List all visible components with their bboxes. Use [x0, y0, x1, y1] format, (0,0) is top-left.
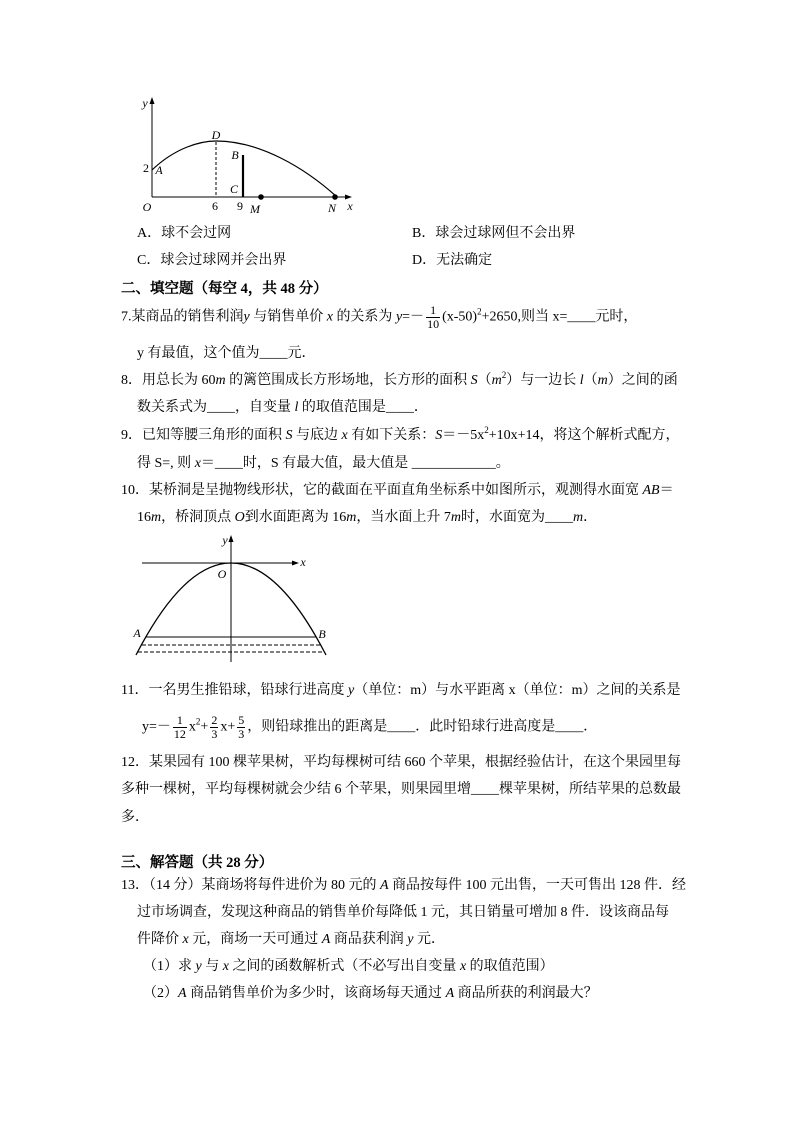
text-run: 有如下关系：	[347, 428, 436, 443]
text-run: （1）求	[143, 959, 196, 974]
math-variable: m	[491, 373, 502, 388]
text-run: 数关系式为____，自变量	[137, 400, 295, 415]
math-variable: x	[194, 456, 201, 471]
figure-ball-trajectory	[125, 92, 365, 218]
superscript: 2	[484, 425, 489, 435]
point-d-label: D	[211, 128, 221, 142]
q8-line-1	[121, 371, 678, 391]
text-run: 时，水面宽为____	[461, 510, 573, 525]
text-run: 13．（14 分）某商场将每件进价为 80 元的	[121, 878, 380, 893]
text-run: ．	[583, 510, 598, 525]
math-variable: m	[346, 510, 357, 525]
point-n-dot	[332, 194, 338, 200]
math-variable: y	[347, 683, 355, 698]
text-run: =－	[402, 309, 425, 325]
text-run: 的关系为	[332, 309, 396, 325]
q10-line-2	[137, 508, 597, 528]
option-d: D．无法确定	[412, 253, 493, 268]
point-n-label: N	[327, 201, 337, 215]
q13-line-2	[137, 903, 669, 923]
text-run: 元，商场一天可通过	[188, 932, 322, 947]
fraction-denominator: 3	[211, 727, 218, 741]
text-run: ＝	[659, 483, 674, 498]
q11-line-1	[121, 681, 680, 701]
text-run: ＝____时，S 有最大值，最大值是 ____________。	[200, 456, 510, 471]
text-run: 11．一名男生推铅球，铅球行进高度	[121, 683, 348, 698]
option-b: B．球会过球网但不会出界	[412, 226, 576, 241]
text-run: 的取值范围是____．	[298, 400, 428, 415]
text-run: x	[188, 719, 196, 735]
math-variable: m	[151, 510, 162, 525]
fraction-denominator: 3	[238, 727, 245, 741]
text-run: 多．	[121, 810, 149, 825]
math-variable: m	[450, 510, 461, 525]
text-run: +10x+14，将这个解析式配方，	[488, 428, 680, 443]
point-c-label: C	[229, 182, 239, 196]
text-run: y=－	[142, 719, 171, 735]
x-axis-arrow	[292, 561, 299, 566]
fraction-numerator: 5	[238, 713, 245, 727]
y-axis-label: y	[142, 96, 148, 110]
fraction-numerator: 1	[173, 714, 187, 728]
text-run: ）之间的函	[607, 373, 678, 388]
q10-line-1	[121, 481, 674, 501]
x-axis-label: x	[347, 199, 353, 213]
q12-line-2	[121, 780, 681, 800]
text-run: 与销售单价	[249, 309, 327, 325]
q8-line-2	[137, 398, 428, 418]
point-a-label: A	[133, 626, 141, 640]
tick-2-label: 2	[143, 161, 149, 175]
text-run: 的取值范围）	[466, 959, 554, 974]
q12-line-3	[121, 808, 149, 828]
text-run: 与	[201, 959, 223, 974]
point-b-label: B	[318, 627, 326, 641]
text-run: （	[477, 373, 492, 388]
y-axis-arrow	[150, 97, 155, 104]
text-run: ，则铅球推出的距离是____．此时铅球行进高度是____．	[247, 719, 598, 735]
math-variable: y	[195, 959, 202, 974]
math-variable: x	[222, 959, 229, 974]
point-b-label: B	[231, 148, 239, 162]
fraction	[173, 714, 187, 741]
text-run: 到水面距离为 16	[244, 510, 347, 525]
text-run: 16	[137, 510, 151, 525]
text-run: 得 S=, 则	[137, 456, 195, 471]
q13-line-1	[121, 876, 686, 896]
math-variable: x	[182, 932, 189, 947]
q12-line-1	[121, 753, 681, 773]
point-m-dot	[258, 194, 264, 200]
point-m-label: M	[250, 202, 260, 216]
text-run: （单位：m）与水平距离 x（单位：m）之间的关系是	[354, 683, 681, 698]
text-run: 9．已知等腰三角形的面积	[121, 428, 286, 443]
text-run: （2）	[143, 986, 178, 1001]
math-variable: O	[234, 510, 245, 525]
fraction	[210, 714, 218, 741]
math-variable: A	[380, 878, 389, 893]
fraction-numerator: 1	[426, 304, 440, 318]
figure-bridge-parabola	[130, 530, 330, 665]
q7-line-1	[121, 304, 637, 331]
fraction	[237, 714, 245, 741]
math-variable: x	[459, 959, 467, 974]
text-run: 的篱笆围成长方形场地，长方形的面积	[225, 373, 471, 388]
text-run: 8．用总长为 60	[121, 373, 216, 388]
q13-line-3	[137, 930, 445, 950]
text-run: 元．	[413, 932, 445, 947]
text-run: 商品所获的利润最大？	[454, 986, 598, 1001]
math-variable: S	[285, 428, 293, 443]
origin-label: O	[142, 200, 152, 214]
math-variable: x	[341, 428, 348, 443]
q11-line-2	[142, 714, 597, 741]
math-variable: m	[215, 373, 226, 388]
fraction-denominator: 12	[173, 727, 186, 741]
text-run: 与底边	[292, 428, 342, 443]
math-variable: x	[326, 309, 333, 325]
text-run: 商品销售单价为多少时，该商场每天通过	[186, 986, 446, 1001]
fraction-numerator: 2	[211, 713, 218, 727]
point-a-label: A	[155, 163, 163, 177]
text-run: x+	[220, 719, 236, 735]
text-run: +2650,则当 x=____元时，	[481, 309, 638, 325]
fraction-denominator: 10	[427, 317, 440, 331]
math-variable: m	[573, 510, 584, 525]
superscript: 2	[477, 306, 482, 317]
y-axis-arrow	[229, 535, 234, 542]
section-title-fill-in: 二、填空题（每空 4，共 48 分）	[121, 281, 328, 297]
math-variable: A	[178, 986, 187, 1001]
tick-6-label: 6	[212, 199, 218, 213]
text-run: ）与一边长	[506, 373, 580, 388]
math-variable: A	[321, 932, 331, 947]
text-run: （	[583, 373, 598, 388]
text-run: 10．某桥洞是呈抛物线形状，它的截面在平面直角坐标系中如图所示，观测得水面宽	[121, 483, 643, 498]
option-a: A．球不会过网	[137, 226, 232, 241]
origin-label: O	[217, 567, 227, 581]
math-variable: l	[579, 373, 584, 388]
math-variable: l	[294, 400, 299, 415]
text-run: 多种一棵树，平均每棵树就会少结 6 个苹果，则果园里增____棵苹果树，所结苹果的总数最	[121, 782, 681, 797]
math-variable: AB	[642, 483, 660, 498]
q13-subquestion-2	[143, 984, 598, 1004]
superscript: 2	[195, 716, 201, 727]
text-run: 之间的函数解析式（不必写出自变量	[228, 959, 460, 974]
tick-9-label: 9	[237, 199, 243, 213]
text-run: 件降价	[137, 932, 183, 947]
q9-line-1	[121, 426, 680, 446]
trajectory-curve	[152, 141, 337, 197]
math-variable: S	[435, 428, 443, 443]
text-run: ＝－5x	[442, 428, 485, 443]
math-variable: y	[395, 309, 403, 325]
fraction	[426, 304, 440, 331]
q9-line-2	[137, 454, 510, 474]
q13-subquestion-1	[143, 957, 554, 977]
x-axis-label: x	[300, 555, 306, 569]
text-run: y 有最值，这个值为____元．	[137, 346, 316, 361]
text-run: ，桥洞顶点	[161, 510, 235, 525]
superscript: 2	[501, 370, 507, 380]
math-variable: S	[470, 373, 478, 388]
text-run: 商品获利润	[330, 932, 408, 947]
math-variable: y	[407, 932, 414, 947]
option-c: C．球会过球网并会出界	[137, 253, 287, 268]
text-run: +	[200, 719, 209, 735]
q7-line-2	[137, 344, 316, 364]
text-run: 商品按每件 100 元出售，一天可售出 128 件．经	[388, 878, 687, 893]
text-run: 12．某果园有 100 棵苹果树，平均每棵树可结 660 个苹果，根据经验估计，在这个果园里每	[121, 755, 681, 770]
y-axis-label: y	[222, 533, 228, 547]
section-title-solutions: 三、解答题（共 28 分）	[121, 855, 274, 871]
math-variable: m	[597, 373, 608, 388]
text-run: (x-50)	[442, 309, 478, 325]
text-run: 7.某商品的销售利润	[121, 309, 244, 325]
math-variable: y	[243, 309, 250, 325]
text-run: ，当水面上升 7	[356, 510, 451, 525]
math-variable: A	[445, 986, 455, 1001]
text-run: 过市场调查，发现这种商品的销售单价每降低 1 元，其日销量可增加 8 件．设该商品每	[137, 905, 669, 920]
